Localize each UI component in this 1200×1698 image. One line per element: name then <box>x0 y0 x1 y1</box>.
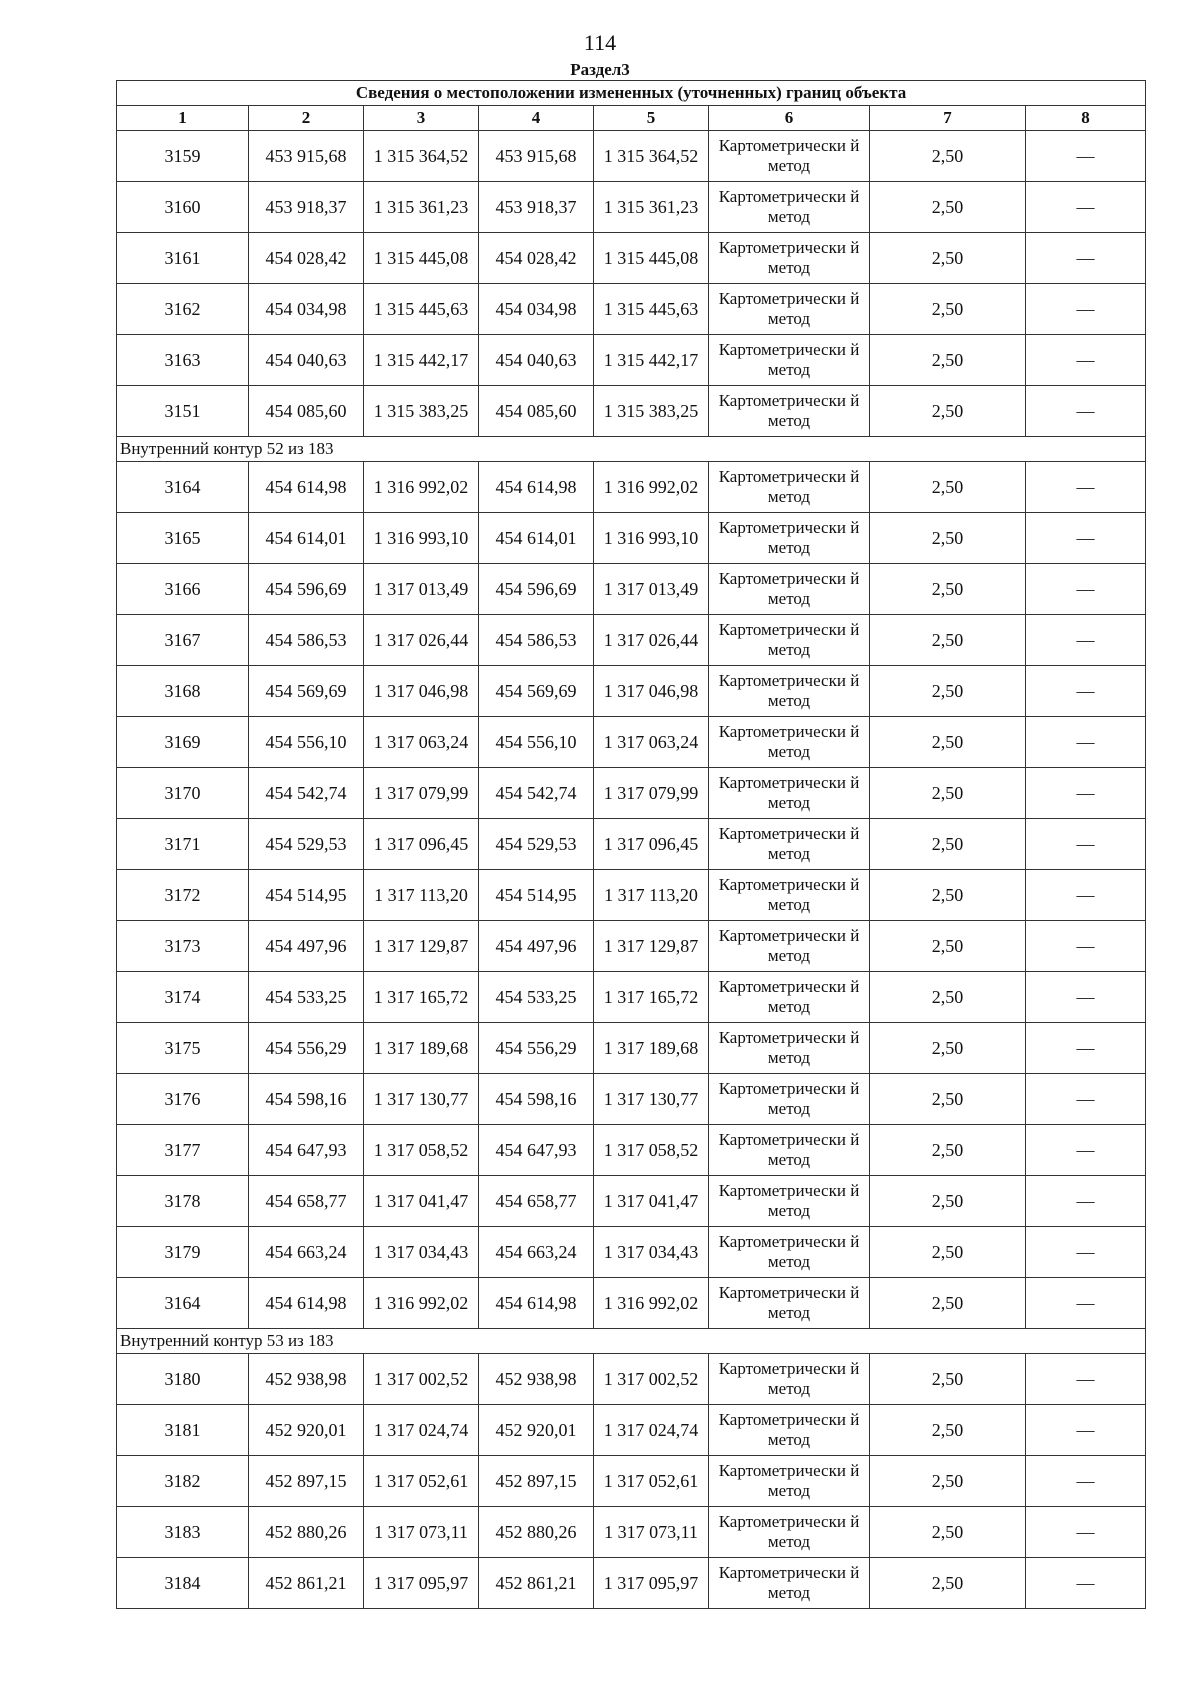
note-cell: — <box>1026 615 1146 666</box>
x-existing-cell: 454 586,53 <box>249 615 364 666</box>
y-refined-cell: 1 317 034,43 <box>594 1227 709 1278</box>
x-refined-cell: 454 658,77 <box>479 1176 594 1227</box>
note-cell: — <box>1026 972 1146 1023</box>
section-title: Раздел3 <box>570 60 630 79</box>
column-number: 5 <box>594 106 709 131</box>
note-cell: — <box>1026 870 1146 921</box>
y-existing-cell: 1 317 063,24 <box>364 717 479 768</box>
method-cell: Картометрически й метод <box>709 462 870 513</box>
y-refined-cell: 1 315 383,25 <box>594 386 709 437</box>
x-refined-cell: 454 663,24 <box>479 1227 594 1278</box>
column-number: 7 <box>870 106 1026 131</box>
y-existing-cell: 1 316 992,02 <box>364 462 479 513</box>
y-refined-cell: 1 317 063,24 <box>594 717 709 768</box>
y-refined-cell: 1 315 442,17 <box>594 335 709 386</box>
point-number-cell: 3176 <box>117 1074 249 1125</box>
method-cell: Картометрически й метод <box>709 1278 870 1329</box>
note-cell: — <box>1026 717 1146 768</box>
accuracy-cell: 2,50 <box>870 513 1026 564</box>
y-existing-cell: 1 315 442,17 <box>364 335 479 386</box>
y-refined-cell: 1 317 079,99 <box>594 768 709 819</box>
table-row <box>117 1227 1146 1278</box>
table-row <box>117 1507 1146 1558</box>
point-number-cell: 3179 <box>117 1227 249 1278</box>
x-refined-cell: 454 596,69 <box>479 564 594 615</box>
method-cell: Картометрически й метод <box>709 1558 870 1609</box>
accuracy-cell: 2,50 <box>870 1176 1026 1227</box>
x-existing-cell: 454 614,98 <box>249 1278 364 1329</box>
point-number-cell: 3178 <box>117 1176 249 1227</box>
y-refined-cell: 1 317 095,97 <box>594 1558 709 1609</box>
accuracy-cell: 2,50 <box>870 233 1026 284</box>
note-cell: — <box>1026 1456 1146 1507</box>
y-existing-cell: 1 316 992,02 <box>364 1278 479 1329</box>
table-row <box>117 386 1146 437</box>
x-existing-cell: 454 647,93 <box>249 1125 364 1176</box>
y-existing-cell: 1 317 165,72 <box>364 972 479 1023</box>
accuracy-cell: 2,50 <box>870 768 1026 819</box>
point-number-cell: 3159 <box>117 131 249 182</box>
note-cell: — <box>1026 1278 1146 1329</box>
accuracy-cell: 2,50 <box>870 1558 1026 1609</box>
accuracy-cell: 2,50 <box>870 462 1026 513</box>
x-refined-cell: 454 514,95 <box>479 870 594 921</box>
x-refined-cell: 454 542,74 <box>479 768 594 819</box>
accuracy-cell: 2,50 <box>870 182 1026 233</box>
method-cell: Картометрически й метод <box>709 233 870 284</box>
y-refined-cell: 1 317 052,61 <box>594 1456 709 1507</box>
accuracy-cell: 2,50 <box>870 1456 1026 1507</box>
page-number: 114 <box>583 30 617 55</box>
point-number-cell: 3184 <box>117 1558 249 1609</box>
point-number-cell: 3165 <box>117 513 249 564</box>
note-cell: — <box>1026 921 1146 972</box>
method-cell: Картометрически й метод <box>709 666 870 717</box>
x-refined-cell: 454 529,53 <box>479 819 594 870</box>
point-number-cell: 3181 <box>117 1405 249 1456</box>
y-refined-cell: 1 317 058,52 <box>594 1125 709 1176</box>
note-cell: — <box>1026 564 1146 615</box>
method-cell: Картометрически й метод <box>709 768 870 819</box>
method-cell: Картометрически й метод <box>709 513 870 564</box>
note-cell: — <box>1026 386 1146 437</box>
y-refined-cell: 1 317 096,45 <box>594 819 709 870</box>
y-refined-cell: 1 315 445,08 <box>594 233 709 284</box>
x-existing-cell: 454 034,98 <box>249 284 364 335</box>
accuracy-cell: 2,50 <box>870 131 1026 182</box>
y-refined-cell: 1 317 165,72 <box>594 972 709 1023</box>
method-cell: Картометрически й метод <box>709 1507 870 1558</box>
accuracy-cell: 2,50 <box>870 335 1026 386</box>
column-number-row <box>117 106 1146 131</box>
y-refined-cell: 1 316 993,10 <box>594 513 709 564</box>
table-row <box>117 513 1146 564</box>
x-existing-cell: 454 556,10 <box>249 717 364 768</box>
x-refined-cell: 454 647,93 <box>479 1125 594 1176</box>
method-cell: Картометрически й метод <box>709 615 870 666</box>
x-refined-cell: 452 861,21 <box>479 1558 594 1609</box>
x-existing-cell: 454 663,24 <box>249 1227 364 1278</box>
x-existing-cell: 454 658,77 <box>249 1176 364 1227</box>
boundary-table <box>116 80 1146 1609</box>
point-number-cell: 3169 <box>117 717 249 768</box>
method-cell: Картометрически й метод <box>709 819 870 870</box>
y-existing-cell: 1 315 361,23 <box>364 182 479 233</box>
x-refined-cell: 454 556,29 <box>479 1023 594 1074</box>
point-number-cell: 3180 <box>117 1354 249 1405</box>
point-number-cell: 3161 <box>117 233 249 284</box>
point-number-cell: 3151 <box>117 386 249 437</box>
y-existing-cell: 1 317 024,74 <box>364 1405 479 1456</box>
column-number: 2 <box>249 106 364 131</box>
table-row <box>117 564 1146 615</box>
table-row <box>117 1558 1146 1609</box>
accuracy-cell: 2,50 <box>870 666 1026 717</box>
contour-heading: Внутренний контур 52 из 183 <box>117 437 1146 462</box>
x-refined-cell: 454 040,63 <box>479 335 594 386</box>
point-number-cell: 3166 <box>117 564 249 615</box>
contour-heading: Внутренний контур 53 из 183 <box>117 1329 1146 1354</box>
method-cell: Картометрически й метод <box>709 182 870 233</box>
accuracy-cell: 2,50 <box>870 1227 1026 1278</box>
y-existing-cell: 1 315 445,08 <box>364 233 479 284</box>
x-refined-cell: 454 085,60 <box>479 386 594 437</box>
x-existing-cell: 454 542,74 <box>249 768 364 819</box>
accuracy-cell: 2,50 <box>870 564 1026 615</box>
point-number-cell: 3168 <box>117 666 249 717</box>
x-refined-cell: 452 897,15 <box>479 1456 594 1507</box>
x-existing-cell: 453 918,37 <box>249 182 364 233</box>
method-cell: Картометрически й метод <box>709 921 870 972</box>
note-cell: — <box>1026 513 1146 564</box>
table-body <box>117 131 1146 1609</box>
point-number-cell: 3170 <box>117 768 249 819</box>
y-existing-cell: 1 315 445,63 <box>364 284 479 335</box>
point-number-cell: 3173 <box>117 921 249 972</box>
accuracy-cell: 2,50 <box>870 1405 1026 1456</box>
x-refined-cell: 454 614,98 <box>479 1278 594 1329</box>
note-cell: — <box>1026 666 1146 717</box>
x-existing-cell: 454 596,69 <box>249 564 364 615</box>
y-refined-cell: 1 316 992,02 <box>594 1278 709 1329</box>
y-refined-cell: 1 315 364,52 <box>594 131 709 182</box>
method-cell: Картометрически й метод <box>709 284 870 335</box>
accuracy-cell: 2,50 <box>870 1074 1026 1125</box>
method-cell: Картометрически й метод <box>709 1456 870 1507</box>
accuracy-cell: 2,50 <box>870 972 1026 1023</box>
x-refined-cell: 452 880,26 <box>479 1507 594 1558</box>
table-row <box>117 615 1146 666</box>
y-existing-cell: 1 317 096,45 <box>364 819 479 870</box>
note-cell: — <box>1026 233 1146 284</box>
point-number-cell: 3172 <box>117 870 249 921</box>
table-row <box>117 1023 1146 1074</box>
x-existing-cell: 454 614,01 <box>249 513 364 564</box>
y-existing-cell: 1 315 364,52 <box>364 131 479 182</box>
x-refined-cell: 454 569,69 <box>479 666 594 717</box>
x-existing-cell: 454 614,98 <box>249 462 364 513</box>
y-existing-cell: 1 317 046,98 <box>364 666 479 717</box>
x-refined-cell: 454 556,10 <box>479 717 594 768</box>
y-refined-cell: 1 317 073,11 <box>594 1507 709 1558</box>
accuracy-cell: 2,50 <box>870 717 1026 768</box>
y-existing-cell: 1 316 993,10 <box>364 513 479 564</box>
x-refined-cell: 454 497,96 <box>479 921 594 972</box>
note-cell: — <box>1026 182 1146 233</box>
table-row <box>117 768 1146 819</box>
x-existing-cell: 452 880,26 <box>249 1507 364 1558</box>
y-existing-cell: 1 317 041,47 <box>364 1176 479 1227</box>
accuracy-cell: 2,50 <box>870 1125 1026 1176</box>
accuracy-cell: 2,50 <box>870 1278 1026 1329</box>
y-existing-cell: 1 317 073,11 <box>364 1507 479 1558</box>
y-existing-cell: 1 317 095,97 <box>364 1558 479 1609</box>
table-row <box>117 717 1146 768</box>
method-cell: Картометрически й метод <box>709 717 870 768</box>
point-number-cell: 3160 <box>117 182 249 233</box>
accuracy-cell: 2,50 <box>870 819 1026 870</box>
method-cell: Картометрически й метод <box>709 335 870 386</box>
x-refined-cell: 452 920,01 <box>479 1405 594 1456</box>
point-number-cell: 3171 <box>117 819 249 870</box>
y-existing-cell: 1 315 383,25 <box>364 386 479 437</box>
x-refined-cell: 454 614,98 <box>479 462 594 513</box>
method-cell: Картометрически й метод <box>709 1405 870 1456</box>
table-row <box>117 1354 1146 1405</box>
y-existing-cell: 1 317 026,44 <box>364 615 479 666</box>
point-number-cell: 3183 <box>117 1507 249 1558</box>
note-cell: — <box>1026 1125 1146 1176</box>
note-cell: — <box>1026 462 1146 513</box>
y-refined-cell: 1 315 361,23 <box>594 182 709 233</box>
point-number-cell: 3163 <box>117 335 249 386</box>
x-refined-cell: 452 938,98 <box>479 1354 594 1405</box>
note-cell: — <box>1026 1558 1146 1609</box>
column-number: 6 <box>709 106 870 131</box>
accuracy-cell: 2,50 <box>870 284 1026 335</box>
x-existing-cell: 454 514,95 <box>249 870 364 921</box>
method-cell: Картометрически й метод <box>709 1125 870 1176</box>
contour-heading-row <box>117 1329 1146 1354</box>
table-row <box>117 1278 1146 1329</box>
method-cell: Картометрически й метод <box>709 1074 870 1125</box>
table-row <box>117 1456 1146 1507</box>
point-number-cell: 3175 <box>117 1023 249 1074</box>
method-cell: Картометрически й метод <box>709 870 870 921</box>
x-existing-cell: 454 085,60 <box>249 386 364 437</box>
table-row <box>117 131 1146 182</box>
note-cell: — <box>1026 1074 1146 1125</box>
x-refined-cell: 454 586,53 <box>479 615 594 666</box>
accuracy-cell: 2,50 <box>870 921 1026 972</box>
table-row <box>117 921 1146 972</box>
x-refined-cell: 453 918,37 <box>479 182 594 233</box>
x-existing-cell: 452 897,15 <box>249 1456 364 1507</box>
x-existing-cell: 452 861,21 <box>249 1558 364 1609</box>
method-cell: Картометрически й метод <box>709 1354 870 1405</box>
point-number-cell: 3167 <box>117 615 249 666</box>
x-existing-cell: 454 529,53 <box>249 819 364 870</box>
accuracy-cell: 2,50 <box>870 1023 1026 1074</box>
method-cell: Картометрически й метод <box>709 1176 870 1227</box>
y-existing-cell: 1 317 130,77 <box>364 1074 479 1125</box>
x-existing-cell: 454 556,29 <box>249 1023 364 1074</box>
table-row <box>117 666 1146 717</box>
table-row <box>117 972 1146 1023</box>
note-cell: — <box>1026 1405 1146 1456</box>
y-existing-cell: 1 317 013,49 <box>364 564 479 615</box>
note-cell: — <box>1026 1176 1146 1227</box>
method-cell: Картометрически й метод <box>709 131 870 182</box>
y-refined-cell: 1 317 113,20 <box>594 870 709 921</box>
note-cell: — <box>1026 1023 1146 1074</box>
table-row <box>117 870 1146 921</box>
x-existing-cell: 452 920,01 <box>249 1405 364 1456</box>
table-caption: Сведения о местоположении измененных (уточненных) границ объекта <box>117 81 1146 106</box>
point-number-cell: 3182 <box>117 1456 249 1507</box>
y-refined-cell: 1 317 129,87 <box>594 921 709 972</box>
x-refined-cell: 454 598,16 <box>479 1074 594 1125</box>
table-row <box>117 182 1146 233</box>
y-existing-cell: 1 317 113,20 <box>364 870 479 921</box>
accuracy-cell: 2,50 <box>870 870 1026 921</box>
x-refined-cell: 454 614,01 <box>479 513 594 564</box>
note-cell: — <box>1026 1354 1146 1405</box>
x-existing-cell: 454 497,96 <box>249 921 364 972</box>
table-row <box>117 1125 1146 1176</box>
note-cell: — <box>1026 1507 1146 1558</box>
point-number-cell: 3164 <box>117 1278 249 1329</box>
accuracy-cell: 2,50 <box>870 615 1026 666</box>
note-cell: — <box>1026 284 1146 335</box>
column-number: 8 <box>1026 106 1146 131</box>
method-cell: Картометрически й метод <box>709 972 870 1023</box>
table-row <box>117 462 1146 513</box>
y-existing-cell: 1 317 002,52 <box>364 1354 479 1405</box>
note-cell: — <box>1026 335 1146 386</box>
y-existing-cell: 1 317 034,43 <box>364 1227 479 1278</box>
table-row <box>117 1074 1146 1125</box>
y-existing-cell: 1 317 189,68 <box>364 1023 479 1074</box>
x-existing-cell: 454 533,25 <box>249 972 364 1023</box>
y-existing-cell: 1 317 058,52 <box>364 1125 479 1176</box>
point-number-cell: 3177 <box>117 1125 249 1176</box>
x-existing-cell: 453 915,68 <box>249 131 364 182</box>
y-refined-cell: 1 315 445,63 <box>594 284 709 335</box>
note-cell: — <box>1026 131 1146 182</box>
column-number: 4 <box>479 106 594 131</box>
table-row <box>117 233 1146 284</box>
x-refined-cell: 454 533,25 <box>479 972 594 1023</box>
contour-heading-row <box>117 437 1146 462</box>
method-cell: Картометрически й метод <box>709 1227 870 1278</box>
y-refined-cell: 1 317 024,74 <box>594 1405 709 1456</box>
x-existing-cell: 454 598,16 <box>249 1074 364 1125</box>
column-number: 1 <box>117 106 249 131</box>
x-refined-cell: 453 915,68 <box>479 131 594 182</box>
note-cell: — <box>1026 1227 1146 1278</box>
table-row <box>117 335 1146 386</box>
accuracy-cell: 2,50 <box>870 1354 1026 1405</box>
note-cell: — <box>1026 819 1146 870</box>
note-cell: — <box>1026 768 1146 819</box>
y-refined-cell: 1 317 046,98 <box>594 666 709 717</box>
x-existing-cell: 454 040,63 <box>249 335 364 386</box>
y-existing-cell: 1 317 079,99 <box>364 768 479 819</box>
y-refined-cell: 1 316 992,02 <box>594 462 709 513</box>
table-row <box>117 1176 1146 1227</box>
table-row <box>117 284 1146 335</box>
method-cell: Картометрически й метод <box>709 386 870 437</box>
y-refined-cell: 1 317 041,47 <box>594 1176 709 1227</box>
y-refined-cell: 1 317 002,52 <box>594 1354 709 1405</box>
method-cell: Картометрически й метод <box>709 564 870 615</box>
x-refined-cell: 454 034,98 <box>479 284 594 335</box>
x-existing-cell: 454 028,42 <box>249 233 364 284</box>
point-number-cell: 3164 <box>117 462 249 513</box>
table-row <box>117 1405 1146 1456</box>
y-refined-cell: 1 317 013,49 <box>594 564 709 615</box>
point-number-cell: 3174 <box>117 972 249 1023</box>
accuracy-cell: 2,50 <box>870 1507 1026 1558</box>
x-existing-cell: 454 569,69 <box>249 666 364 717</box>
y-refined-cell: 1 317 189,68 <box>594 1023 709 1074</box>
y-existing-cell: 1 317 129,87 <box>364 921 479 972</box>
method-cell: Картометрически й метод <box>709 1023 870 1074</box>
accuracy-cell: 2,50 <box>870 386 1026 437</box>
x-refined-cell: 454 028,42 <box>479 233 594 284</box>
table-row <box>117 819 1146 870</box>
y-existing-cell: 1 317 052,61 <box>364 1456 479 1507</box>
point-number-cell: 3162 <box>117 284 249 335</box>
y-refined-cell: 1 317 026,44 <box>594 615 709 666</box>
x-existing-cell: 452 938,98 <box>249 1354 364 1405</box>
column-number: 3 <box>364 106 479 131</box>
y-refined-cell: 1 317 130,77 <box>594 1074 709 1125</box>
